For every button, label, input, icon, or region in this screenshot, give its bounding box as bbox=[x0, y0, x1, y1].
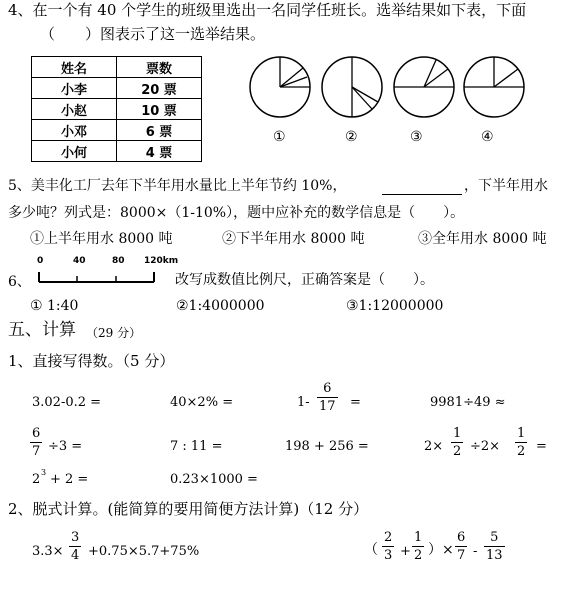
fraction bbox=[317, 382, 338, 413]
q6-option-2: ②1:4000000 bbox=[176, 298, 265, 314]
q6-option-3: ③1:12000000 bbox=[346, 298, 444, 314]
fraction bbox=[515, 427, 527, 458]
calc-d: 9981÷49 ≈ bbox=[430, 395, 506, 410]
calc-i-base: 2 bbox=[32, 472, 41, 487]
q5-blank bbox=[382, 194, 462, 195]
calc-h-post: = bbox=[536, 439, 547, 454]
fraction bbox=[382, 531, 394, 562]
pie-charts bbox=[248, 52, 548, 127]
expr2-plus: + bbox=[400, 544, 411, 559]
pie-chart-3 bbox=[394, 57, 454, 117]
q6-text: 改写成数值比例尺，正确答案是（ ）。 bbox=[175, 272, 434, 288]
calc-b: 40×2% = bbox=[170, 395, 234, 410]
scale-tick-0: 0 bbox=[37, 256, 44, 266]
calc-i-exponent: 3 bbox=[41, 468, 47, 477]
fraction-numerator: 1 bbox=[453, 426, 462, 441]
fraction-numerator: 1 bbox=[414, 530, 423, 545]
q4-line2: （ ）图表示了这一选举结果。 bbox=[40, 25, 266, 43]
table-cell: 小赵 bbox=[32, 99, 117, 120]
fraction bbox=[451, 427, 463, 458]
table-cell: 小李 bbox=[32, 78, 117, 99]
expr2-open: （ bbox=[364, 542, 378, 558]
pie-label-3: ③ bbox=[410, 129, 423, 145]
fraction-denominator: 3 bbox=[384, 548, 393, 563]
scale-tick-80: 80 bbox=[112, 256, 125, 266]
q6-option-1: ① 1:40 bbox=[30, 298, 79, 314]
pie-label-1: ① bbox=[273, 129, 286, 145]
q5-line1b: ，下半年用水 bbox=[464, 178, 548, 194]
pie-label-2: ② bbox=[345, 129, 358, 145]
calc-c-post: = bbox=[350, 395, 361, 410]
calc-a: 3.02-0.2 = bbox=[32, 395, 102, 410]
fraction bbox=[69, 531, 81, 562]
fraction-denominator: 13 bbox=[486, 548, 503, 563]
expr1-post: +0.75×5.7+75% bbox=[88, 544, 200, 559]
pie-chart-4 bbox=[464, 57, 524, 117]
calc-h-mid: ÷2× bbox=[470, 439, 501, 454]
fraction-numerator: 6 bbox=[32, 426, 41, 441]
fraction-bar bbox=[515, 442, 527, 443]
scale-bar bbox=[36, 268, 166, 284]
expr2-close: ）× bbox=[428, 542, 454, 558]
fraction-denominator: 17 bbox=[319, 399, 336, 414]
calc-c-pre: 1- bbox=[297, 395, 310, 410]
fraction bbox=[484, 531, 505, 562]
calc-e-post: ÷3 = bbox=[48, 439, 83, 454]
pie-chart-2 bbox=[322, 57, 382, 117]
fraction-bar bbox=[455, 546, 467, 547]
fraction-bar bbox=[382, 546, 394, 547]
calc-j: 0.23×1000 = bbox=[170, 472, 258, 487]
expr2-minus: - bbox=[473, 544, 478, 559]
calc-i-post: + 2 = bbox=[50, 472, 89, 487]
q5-option-2: ②下半年用水 8000 吨 bbox=[222, 231, 365, 247]
fraction bbox=[455, 531, 467, 562]
vote-table bbox=[31, 56, 202, 162]
calc-g: 198 + 256 = bbox=[285, 439, 369, 454]
fraction-denominator: 2 bbox=[517, 444, 526, 459]
table-cell: 20 票 bbox=[117, 78, 202, 99]
table-cell: 4 票 bbox=[117, 141, 202, 162]
fraction-numerator: 6 bbox=[323, 381, 332, 396]
fraction-numerator: 2 bbox=[384, 530, 393, 545]
calc-h-pre: 2× bbox=[424, 439, 444, 454]
q5-option-1: ①上半年用水 8000 吨 bbox=[30, 231, 173, 247]
fraction-bar bbox=[317, 397, 338, 398]
calc-f: 7 : 11 = bbox=[170, 439, 223, 454]
table-cell: 6 票 bbox=[117, 120, 202, 141]
fraction-numerator: 3 bbox=[71, 530, 80, 545]
table-cell: 小何 bbox=[32, 141, 117, 162]
scale-tick-120: 120km bbox=[144, 256, 179, 266]
fraction-denominator: 7 bbox=[32, 444, 41, 459]
table-cell: 10 票 bbox=[117, 99, 202, 120]
fraction bbox=[412, 531, 424, 562]
fraction-bar bbox=[412, 546, 424, 547]
fraction-denominator: 7 bbox=[457, 548, 466, 563]
p2-title: 2、脱式计算。(能简算的要用简便方法计算)（12 分） bbox=[8, 500, 369, 518]
section-title: 五、计算 bbox=[8, 320, 76, 340]
fraction-bar bbox=[69, 546, 81, 547]
fraction-numerator: 1 bbox=[517, 426, 526, 441]
table-header-row bbox=[32, 57, 202, 78]
table-row bbox=[32, 99, 202, 120]
q4-line1: 4、在一个有 40 个学生的班级里选出一名同学任班长。选举结果如下表，下面 bbox=[8, 1, 527, 19]
p1-title: 1、直接写得数。（5 分） bbox=[8, 352, 175, 370]
fraction-denominator: 2 bbox=[414, 548, 423, 563]
fraction-denominator: 4 bbox=[71, 548, 80, 563]
table-header-votes: 票数 bbox=[117, 57, 202, 78]
fraction-denominator: 2 bbox=[453, 444, 462, 459]
scale-tick-40: 40 bbox=[73, 256, 86, 266]
fraction bbox=[30, 427, 42, 458]
expr1-pre: 3.3× bbox=[32, 544, 64, 559]
q5-option-3: ③全年用水 8000 吨 bbox=[418, 231, 547, 247]
fraction-numerator: 6 bbox=[457, 530, 466, 545]
table-row bbox=[32, 78, 202, 99]
q5-line2: 多少吨？列式是：8000×（1-10%），题中应补充的数学信息是（ ）。 bbox=[8, 205, 465, 221]
fraction-numerator: 5 bbox=[490, 530, 499, 545]
fraction-bar bbox=[484, 546, 505, 547]
fraction-bar bbox=[451, 442, 463, 443]
section-points: （29 分） bbox=[86, 326, 142, 340]
table-row bbox=[32, 141, 202, 162]
q6-prefix: 6、 bbox=[8, 274, 31, 290]
fraction-bar bbox=[30, 442, 42, 443]
pie-chart-1 bbox=[250, 57, 310, 117]
q5-line1a: 5、美丰化工厂去年下半年用水量比上半年节约 10%， bbox=[8, 178, 347, 194]
table-cell: 小邓 bbox=[32, 120, 117, 141]
pie-label-4: ④ bbox=[481, 129, 494, 145]
table-header-name: 姓名 bbox=[32, 57, 117, 78]
table-row bbox=[32, 120, 202, 141]
